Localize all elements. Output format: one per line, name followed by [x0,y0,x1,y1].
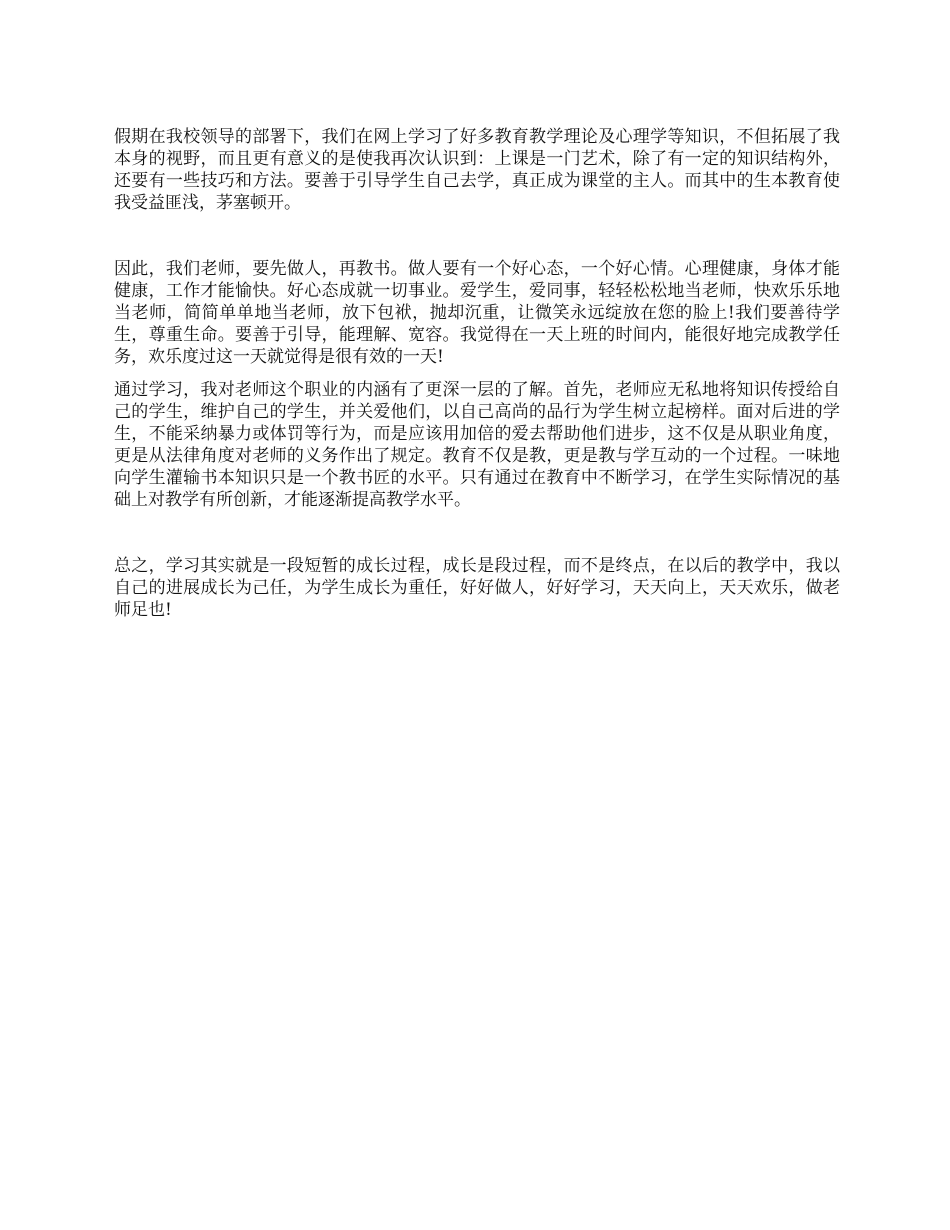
paragraph-spacer [114,214,840,258]
paragraph-4: 总之，学习其实就是一段短暂的成长过程，成长是段过程，而不是终点，在以后的教学中，我以自己的进展成长为己任，为学生成长为重任，好好做人，好好学习，天天向上，天天欢乐，做老师足也! [114,556,840,620]
paragraph-spacer [114,368,840,379]
paragraph-3: 通过学习，我对老师这个职业的内涵有了更深一层的了解。首先，老师应无私地将知识传授给自己的学生，维护自己的学生，并关爱他们，以自己高尚的品行为学生树立起榜样。面对后进的学生，不能采纳暴力或体罚等行为，而是应该用加倍的爱去帮助他们进步，这不仅是从职业角度，更是从法律角度对老师的义务作出了规定。教育不仅是教，更是教与学互动的一个过程。一味地向学生灌输书本知识只是一个教书匠的水平。只有通过在教育中不断学习，在学生实际情况的基础上对教学有所创新，才能逐渐提高教学水平。 [114,380,840,510]
paragraph-1: 假期在我校领导的部署下，我们在网上学习了好多教育教学理论及心理学等知识，不但拓展了我本身的视野，而且更有意义的是使我再次认识到：上课是一门艺术，除了有一定的知识结构外，还要有一些技巧和方法。要善于引导学生自己去学，真正成为课堂的主人。而其中的生本教育使我受益匪浅，茅塞顿开。 [114,127,840,213]
paragraph-spacer [114,511,840,555]
document-body [114,126,840,621]
paragraph-2: 因此，我们老师，要先做人，再教书。做人要有一个好心态，一个好心情。心理健康，身体才能健康，工作才能愉快。好心态成就一切事业。爱学生，爱同事，轻轻松松地当老师，快欢乐乐地当老师，简简单单地当老师，放下包袱，抛却沉重，让微笑永远绽放在您的脸上!我们要善待学生，尊重生命。要善于引导，能理解、宽容。我觉得在一天上班的时间内，能很好地完成教学任务，欢乐度过这一天就觉得是很有效的一天! [114,259,840,367]
